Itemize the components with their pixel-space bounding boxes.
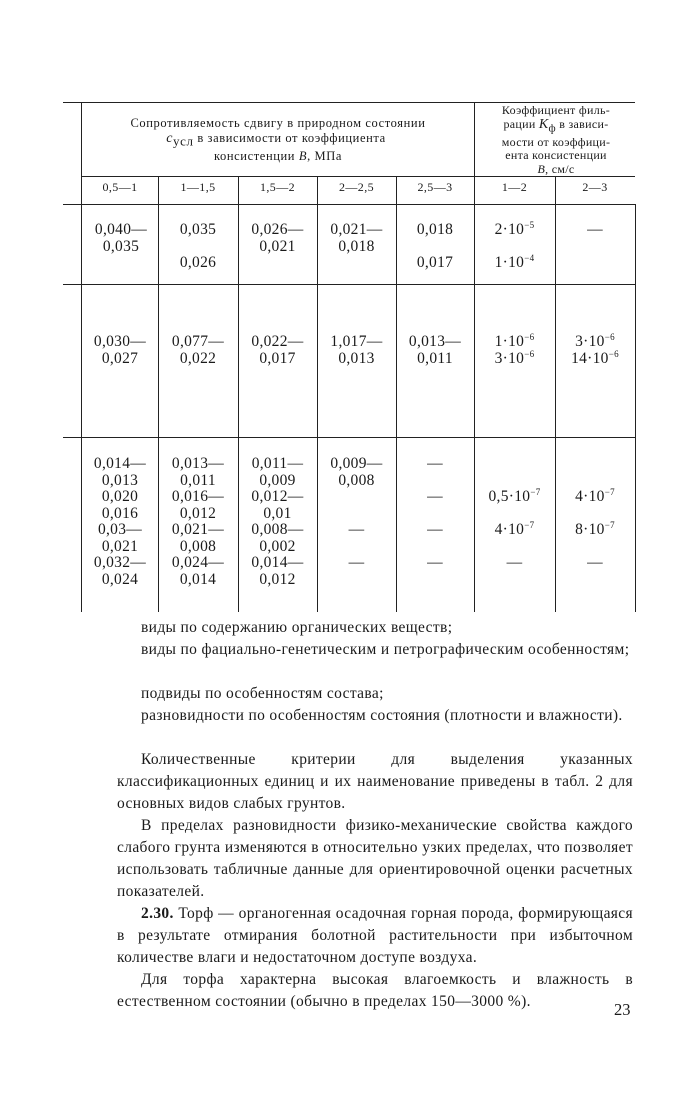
row2-col7-cell-a (555, 331, 635, 351)
row2-col7-cell-b (555, 348, 635, 368)
shear-header-unit: , МПа (307, 148, 343, 163)
row3-col4-cell: 0,009— 0,008 — — (330, 455, 383, 571)
filtration-consistency-var: B (537, 161, 546, 176)
paragraph-criteria: Количественные критерии для выделения указанных классификационных единиц и их наименование приведены в табл. 2 для основных видов слабых грунтов. (117, 751, 633, 812)
row3-col7-a-mantissa: 4·10 (575, 488, 605, 505)
row3-col6-b-exponent: −7 (524, 519, 535, 530)
row1-col1-cell: 0,040— 0,035 (94, 221, 148, 255)
row3-col1-cell: 0,014— 0,013 0,020 0,016 0,03— 0,021 0,032— 0,024 (93, 455, 147, 588)
list-line-organic: виды по содержанию органических веществ; (141, 619, 453, 636)
paragraph-peat-definition (117, 903, 633, 969)
row2-col6-cell-b (474, 348, 555, 368)
row1-col6-cell-a (474, 219, 555, 239)
shear-header-line-3 (84, 149, 472, 164)
row1-col6-a-exponent: −5 (524, 219, 535, 230)
row1-col7-cell: — (587, 221, 603, 238)
row2-col7-a-mantissa: 3·10 (575, 333, 605, 350)
subheader-filtration-2-3: 2—3 (582, 180, 608, 194)
row3-col6-b-mantissa: 4·10 (494, 521, 525, 538)
row-2-bottom-rule (63, 437, 635, 438)
filtration-coef-var: K (538, 116, 549, 132)
filtration-header-line-1: Коэффициент филь- (501, 103, 611, 117)
shear-symbol: c (166, 131, 174, 146)
row3-col6-a-mantissa: 0,5·10 (488, 488, 531, 505)
filtration-line-2-post: в зависи- (555, 116, 609, 131)
row2-col3-cell: 0,022— 0,017 (251, 333, 304, 367)
filtration-header-line-3: мости от коэффици- (501, 134, 611, 149)
row1-col4-cell: 0,021— 0,018 (330, 221, 383, 255)
row2-col6-b-exponent: −6 (524, 348, 535, 359)
row2-col2-cell: 0,077— 0,022 (171, 333, 225, 367)
shear-symbol-subscript: усл (173, 133, 194, 149)
shear-header-line-2-text: в зависимости от коэффициента (193, 131, 386, 145)
header-bottom-rule (63, 204, 635, 205)
filtration-coef-subscript: ф (548, 121, 556, 134)
row3-col5-cell: — — — — (427, 455, 443, 571)
shear-header-line-2 (80, 131, 472, 149)
subheader-2.5-3: 2,5—3 (417, 180, 453, 194)
filtration-header-line-4: ента консистенции (505, 148, 607, 163)
shear-header-line-1: Сопротивляемость сдвигу в природном состоянии (130, 116, 426, 130)
row1-col2-cell: 0,035 0,026 (179, 221, 217, 271)
row-1-bottom-rule (63, 284, 635, 285)
row1-col3-cell: 0,026— 0,021 (251, 221, 304, 255)
paragraph-properties: В пределах разновидности физико-механические свойства каждого слабого грунта изменяются в относительно узких пределах, что позволяет использовать табличные данные для ориентировочной оценки расчетных показателей. (117, 817, 633, 900)
page-number: 23 (614, 1000, 631, 1019)
list-line-varieties: разновидности по особенностям состояния (плотности и влажности). (141, 707, 623, 724)
subheader-filtration-1-2: 1—2 (501, 180, 528, 194)
row3-col3-cell: 0,011— 0,009 0,012— 0,01 0,008— 0,002 0,014— 0,012 (251, 455, 304, 588)
row3-col7-a-exponent: −7 (604, 486, 615, 497)
filtration-header-line-2 (477, 118, 635, 136)
paragraph-peat-moisture: Для торфа характерна высокая влагоемкость и влажность в естественном состоянии (обычно в пределах 150—3000 %). (117, 971, 633, 1010)
row1-col6-a-mantissa: 2·10 (494, 221, 525, 238)
row3-col7-cell-c: — (587, 554, 603, 571)
subheader-1.5-2: 1,5—2 (260, 180, 295, 194)
row2-col5-cell: 0,013— 0,011 (408, 333, 462, 367)
filtration-line-2-pre: рации (503, 116, 539, 131)
row2-col6-a-exponent: −6 (524, 331, 535, 342)
subheader-2-2.5: 2—2,5 (339, 180, 374, 194)
filtration-unit: , см/с (545, 161, 575, 176)
consistency-var: B (298, 148, 308, 163)
row2-col7-b-exponent: −6 (608, 348, 619, 359)
shear-resistance-header (84, 116, 472, 164)
subheader-1-1.5: 1—1,5 (180, 180, 216, 194)
row3-col6-a-exponent: −7 (530, 486, 541, 497)
row3-col2-cell: 0,013— 0,011 0,016— 0,012 0,021— 0,008 0,024— 0,014 (171, 455, 225, 588)
row3-col6-cell-a (474, 486, 555, 506)
list-line-subtypes: подвиды по особенностям состава; (141, 685, 384, 702)
body-divider-6 (555, 204, 556, 612)
row3-col7-b-mantissa: 8·10 (575, 521, 605, 538)
row3-col7-b-exponent: −7 (604, 519, 615, 530)
row2-col6-cell-a (474, 331, 555, 351)
row3-col7-cell-a (555, 486, 635, 506)
row3-col7-cell-b (555, 519, 635, 539)
shear-header-line-3-text: консистенции (213, 148, 299, 163)
row1-col6-cell-b (474, 252, 555, 272)
section-number: 2.30. (141, 905, 174, 922)
row2-col4-cell: 1,017— 0,013 (330, 333, 383, 367)
row1-col5-cell: 0,018 0,017 (416, 221, 454, 271)
filtration-header (477, 104, 635, 176)
row2-col7-b-mantissa: 14·10 (571, 350, 609, 367)
peat-definition-text: Торф — органогенная осадочная горная порода, формирующаяся в результате отмирания болотной растительности при избыточном количестве влаги и недостаточном доступе воздуха. (117, 905, 633, 966)
subheader-0.5-1: 0,5—1 (102, 180, 138, 194)
row3-col6-cell-b (474, 519, 555, 539)
row2-col7-a-exponent: −6 (604, 331, 615, 342)
row1-col6-b-exponent: −4 (524, 252, 535, 263)
row2-col6-b-mantissa: 3·10 (494, 350, 525, 367)
row3-col6-cell-c: — (506, 554, 523, 571)
body-right-border (635, 204, 636, 612)
filtration-header-line-5 (477, 163, 635, 177)
row2-col6-a-mantissa: 1·10 (494, 333, 525, 350)
row1-col6-b-mantissa: 1·10 (494, 254, 525, 271)
row2-col1-cell: 0,030— 0,027 (93, 333, 147, 367)
list-line-facial-genetic: виды по фациально-генетическим и петрографическим особенностям; (141, 641, 630, 658)
